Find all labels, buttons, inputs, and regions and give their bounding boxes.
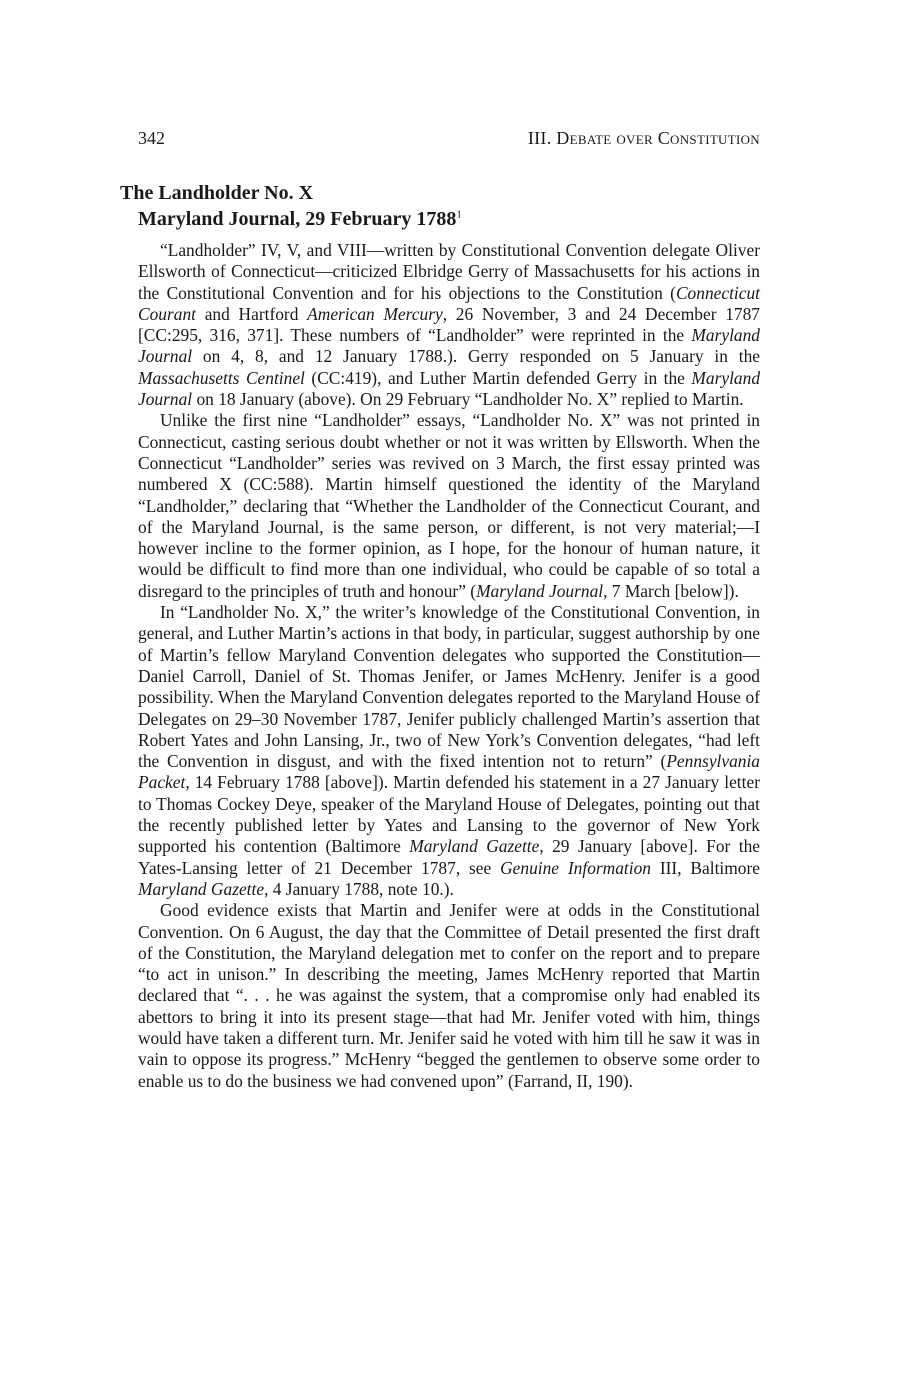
- text-run: Good evidence exists that Martin and Jenifer were at odds in the Constitutional Convention. On 6 August, the day that the Committee of Detail presented the first draft of the Constitution, the Maryland delegation met to confer on the report and to prepare “to act in unison.” In describing the meeting, James McHenry reported that Martin declared that “. . . he was against the system, that a compromise only had enabled its abettors to bring it into its present stage—that had Mr. Jenifer voted with him, things would have taken a different turn. Mr. Jenifer said he voted with him till he saw it was in vain to oppose its progress.” McHenry “begged the gentlemen to observe some order to enable us to do the business we had convened upon” (Farrand, II, 190).: [138, 900, 760, 1091]
- italic-text: Maryland Journal: [138, 325, 760, 367]
- italic-text: Genuine Information: [500, 857, 651, 878]
- italic-text: Massachusetts Centinel: [138, 367, 305, 388]
- text-run: Unlike the first nine “Landholder” essays, “Landholder No. X” was not printed in Connecticut, casting serious doubt whether or not it was written by Ellsworth. When the Connecticut “Landholder” series was revived on 3 March, the first essay printed was numbered X (CC:588). Martin himself questioned the identity of the Maryland “Landholder,” declaring that “Whether the Landholder of the Connecticut Courant, and of the Maryland Journal, is the same person, or different, is not very material;—I however incline to the former opinion, as I hope, for the honour of human nature, it would be difficult to find more than one individual, who could be capable of so total a disregard to the principles of truth and honour” (: [138, 410, 760, 601]
- paragraph: [138, 410, 760, 602]
- text-run: and Hartford: [195, 303, 308, 324]
- text-run: , 26 November, 3 and 24 December 1787 [CC:295, 316, 371]. These numbers of “Landholder” were reprinted in the: [138, 303, 760, 346]
- italic-text: Maryland Journal: [476, 580, 604, 601]
- paragraph: [138, 240, 760, 410]
- text-run: on 18 January (above). On 29 February “Landholder No. X” replied to Martin.: [192, 389, 744, 410]
- italic-text: Maryland Journal: [138, 367, 761, 410]
- running-title: III. Debate over Constitution: [527, 128, 760, 148]
- text-run: on 4, 8, and 12 January 1788.). Gerry responded on 5 January in the: [192, 346, 760, 367]
- text-run: , 14 February 1788 [above]). Martin defended his statement in a 27 January letter to Thomas Cockey Deye, speaker of the Maryland House of Delegates, pointing out that the recently published letter by Yates and Lansing to the governor of New York supported his contention (Baltimore: [138, 772, 760, 857]
- text-run: “Landholder” IV, V, and VIII—written by Constitutional Convention delegate Oliver Ellsworth of Connecticut—criticized Elbridge Gerry of Massachusetts for his actions in the Constitutional Convention and for his objections to the Constitution (: [138, 240, 760, 303]
- text-run: , 4 January 1788, note 10.).: [264, 878, 454, 899]
- page-number: 342: [138, 128, 165, 148]
- text-run: , 7 March [below]).: [603, 580, 739, 601]
- text-run: III, Baltimore: [650, 857, 760, 878]
- essay-source: [138, 206, 760, 232]
- italic-text: Connecticut Courant: [138, 282, 760, 324]
- text-run: In “Landholder No. X,” the writer’s knowledge of the Constitutional Convention, in general, and Luther Martin’s actions in that body, in particular, suggest authorship by one of Martin’s fellow Maryland Convention delegates who supported the Constitution—Daniel Carroll, Daniel of St. Thomas Jenifer, or James McHenry. Jenifer is a good possibility. When the Maryland Convention delegates reported to the Maryland House of Delegates on 29–30 November 1787, Jenifer publicly challenged Martin’s assertion that Robert Yates and John Lansing, Jr., two of New York’s Convention delegates, “had left the Convention in disgust, and with the fixed intention not to return” (: [138, 602, 760, 772]
- italic-text: Pennsylvania Packet: [138, 751, 760, 793]
- italic-text: American Mercury: [307, 303, 443, 324]
- headnote-body: [138, 240, 760, 1092]
- italic-text: Maryland Gazette: [409, 836, 540, 857]
- text-run: , 29 January [above]. For the Yates-Lansing letter of 21 December 1787, see: [138, 836, 760, 878]
- footnote-marker: 1: [456, 208, 462, 221]
- italic-text: Maryland Gazette: [138, 878, 265, 899]
- text-run: (CC:419), and Luther Martin defended Gerry in the: [304, 367, 692, 388]
- running-head: [138, 128, 760, 154]
- paragraph: [138, 900, 760, 1092]
- essay-source-text: Maryland Journal, 29 February 1788: [138, 208, 457, 230]
- essay-title: The Landholder No. X: [120, 182, 314, 204]
- paragraph: [138, 602, 760, 900]
- document-page: [120, 128, 761, 1092]
